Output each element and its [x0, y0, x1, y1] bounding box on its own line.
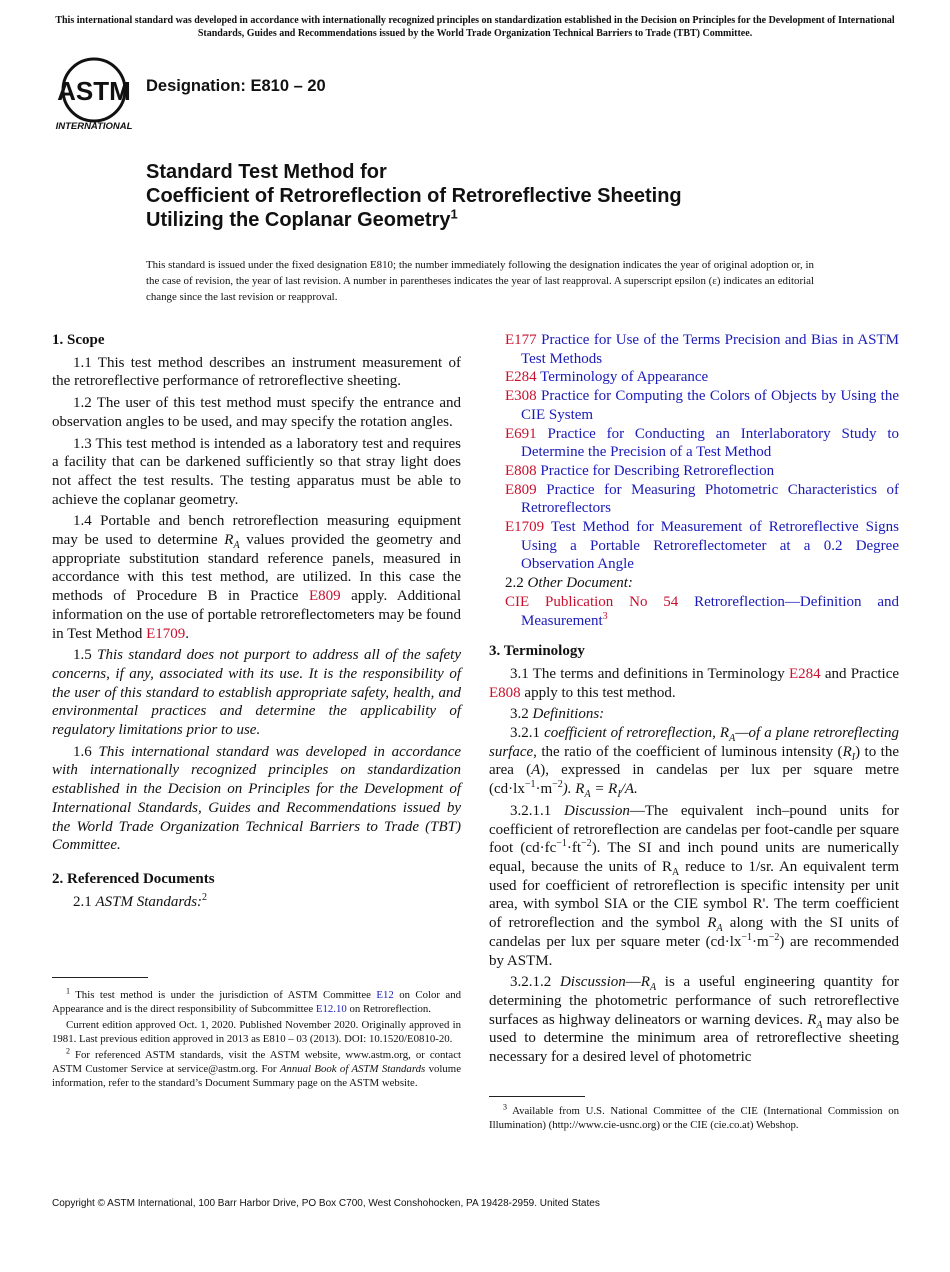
astm-logo-label: INTERNATIONAL: [55, 121, 133, 132]
footnote-3: $^3$ Available from U.S. National Committee of the CIE (International Commission on Illumination) (http://www.cie-usnc.org) or the CIE (cie.co.at) Webshop.: [489, 1102, 899, 1131]
paragraph-2-1: 2.1 ASTM Standards:$^2$: [73, 891, 208, 910]
paragraph-3-2-1: 3.2.1 coefficient of retroreflection, $R_A—of$ a plane retroreflecting surface, the ratio of the coefficient of luminous intensity $(R_I)$ to the area (A), expressed in candelas per lux per square metre $(cd\cdot lx^{-1}\cdot m^{-2})$. $R_A = R_I/A$.: [489, 725, 900, 801]
link-e1709[interactable]: E1709: [146, 625, 186, 642]
link-e12-10[interactable]: E12.10: [315, 1003, 347, 1015]
paragraph-1-2: 1.2 The user of this test method must specify the entrance and observation angles to be used, and may specify the rotation angles.: [52, 395, 461, 430]
footnote-1: $^1$ This test method is under the jurisdiction of ASTM Committee E12 on Color and Appearance and is the direct responsibility of Subcommittee E12.10 on Retroreflection.: [52, 986, 461, 1015]
reference-item[interactable]: E809 Practice for Measuring Photometric Characteristics of Retroreflectors: [505, 481, 899, 517]
footnotes-left: [52, 988, 461, 1092]
section-heading-scope: 1. Scope: [52, 332, 105, 348]
paragraph-3-2-1-1: 3.2.1.1 Discussion—The equivalent inch–pound units for coefficient of retroreflection are candelas per foot-candle per square foot $(cd\cdot fc^{-1}\cdot ft^{-2})$. The SI and inch pound units are numerically equal, because the units of $R_A$ reduce to 1/sr. An equivalent term used for coefficient of retroreflection is specific intensity per unit area, with symbol SIA or the CIE symbol R'. The term coefficient of retroreflection and the symbol $R_A$ along with the SI units of candelas per lux per square meter $(cd\cdot lx^{-1}\cdot m^{-2})$ are recommended by ASTM.: [489, 802, 899, 969]
paragraph-1-1: 1.1 This test method describes an instrument measurement of the retroreflective performance of retroreflective sheeting.: [52, 354, 461, 390]
footnote-1-edition: Current edition approved Oct. 1, 2020. Published November 2020. Originally approved in 1981. Last previous edition approved in 2013 as E810 – 03 (2013). DOI: 10.1520/E0810-20.: [52, 1019, 461, 1045]
footnote-divider: [52, 977, 148, 978]
astm-logo-mark: ASTM: [57, 76, 131, 106]
copyright-footer: Copyright © ASTM International, 100 Barr Harbor Drive, PO Box C700, West Conshohocken, PA 19428-2959. United States: [52, 1198, 600, 1209]
paragraph-2-2: 2.2 Other Document:: [505, 575, 633, 592]
reference-item[interactable]: E177 Practice for Use of the Terms Precision and Bias in ASTM Test Methods: [505, 332, 900, 367]
left-column: [52, 331, 461, 914]
tbt-banner: This international standard was developed in accordance with internationally recognized principles on standardization established in the Decision on Principles for the Development of International Standards, Guides and Recommendations issued by the World Trade Organization Technical Barriers to Trade (TBT) Committee.: [55, 15, 895, 39]
paragraph-3-2-1-2: 3.2.1.2 $Discussion—R_A$ is a useful engineering quantity for determining the photometric performance of such retroreflective surfaces as highway delineators or warning devices. $R_A$ may also be used to determine the minimum area of retroreflective sheeting necessary for a desired level of photometric: [489, 974, 900, 1066]
paragraph-1-5: 1.5 This standard does not purport to address all of the safety concerns, if any, associated with its use. It is the responsibility of the user of this standard to establish appropriate safety, health, and environmental practices and determine the applicability of regulatory limitations prior to use.: [52, 647, 462, 739]
reference-item[interactable]: E1709 Test Method for Measurement of Retroreflective Signs Using a Portable Retroreflectometer at a 0.2 Degree Observation Angle: [505, 519, 900, 573]
paragraph-3-1: 3.1 The terms and definitions in Terminology E284 and Practice E808 apply to this test method.: [489, 665, 900, 701]
preamble: This standard is issued under the fixed designation E810; the number immediately following the designation indicates the year of original adoption or, in the case of revision, the year of last revision. A number in parentheses indicates the year of last reapproval. A superscript epsilon (ε) indicates an editorial change since the last revision or reapproval.: [146, 259, 814, 303]
reference-item[interactable]: E308 Practice for Computing the Colors of Objects by Using the CIE System: [505, 388, 900, 423]
paragraph-3-2: 3.2 Definitions:: [510, 706, 605, 723]
astm-logo: [52, 56, 136, 132]
reference-item[interactable]: E691 Practice for Conducting an Interlaboratory Study to Determine the Precision of a Test Method: [505, 425, 899, 461]
right-column: [489, 331, 899, 1070]
link-e12[interactable]: E12: [376, 989, 394, 1001]
designation: Designation: E810 – 20: [146, 77, 326, 95]
reference-item-cie[interactable]: CIE Publication No 54 Retroreflection—Definition and Measurement$^3$: [505, 593, 899, 629]
paragraph-1-3: 1.3 This test method is intended as a laboratory test and requires a facility that can be darkened sufficiently so that stray light does not affect the test results. The testing apparatus must be able to achieve the coplanar geometry.: [52, 435, 461, 508]
reference-item[interactable]: E808 Practice for Describing Retroreflection: [505, 462, 775, 479]
astm-standards-list: [489, 331, 899, 574]
document-title: [146, 160, 866, 232]
section-heading-terminology: 3. Terminology: [489, 643, 585, 660]
paragraph-1-6: 1.6 This international standard was developed in accordance with internationally recognized principles on standardization established in the Decision on Principles for the Development of International Standards, Guides and Recommendations issued by the World Trade Organization Technical Barriers to Trade (TBT) Committee.: [52, 743, 462, 854]
reference-item[interactable]: E284 Terminology of Appearance: [505, 369, 709, 386]
paragraph-1-4: 1.4 Portable and bench retroreflection measuring equipment may be used to determine $R_A$ values provided the geometry and appropriate substitution standard reference panels, measured in accordance with this test method, are utilized. In this case the methods of Procedure B in Practice E809 apply. Additional information on the use of portable retroreflectometers may be found in Test Method E1709.: [52, 513, 462, 642]
title-line-3: Utilizing the Coplanar Geometry$^1$: [146, 206, 458, 231]
footnote-2: $^2$ For referenced ASTM standards, visit the ASTM website, www.astm.org, or contact ASTM Customer Service at service@astm.org. For Annual Book of ASTM Standards volume information, refer to the standard’s Document Summary page on the ASTM website.: [52, 1046, 461, 1089]
title-line-1: Standard Test Method for: [146, 161, 387, 183]
link-e284[interactable]: E284: [788, 665, 821, 682]
link-e808[interactable]: E808: [489, 684, 521, 701]
footnote-divider: [489, 1096, 585, 1097]
section-heading-referenced-documents: 2. Referenced Documents: [52, 870, 215, 887]
title-footnote-mark: 1: [450, 206, 458, 222]
footnotes-right: [489, 1104, 899, 1134]
link-e809[interactable]: E809: [308, 588, 341, 605]
title-line-2: Coefficient of Retroreflection of Retroreflective Sheeting: [146, 185, 682, 207]
